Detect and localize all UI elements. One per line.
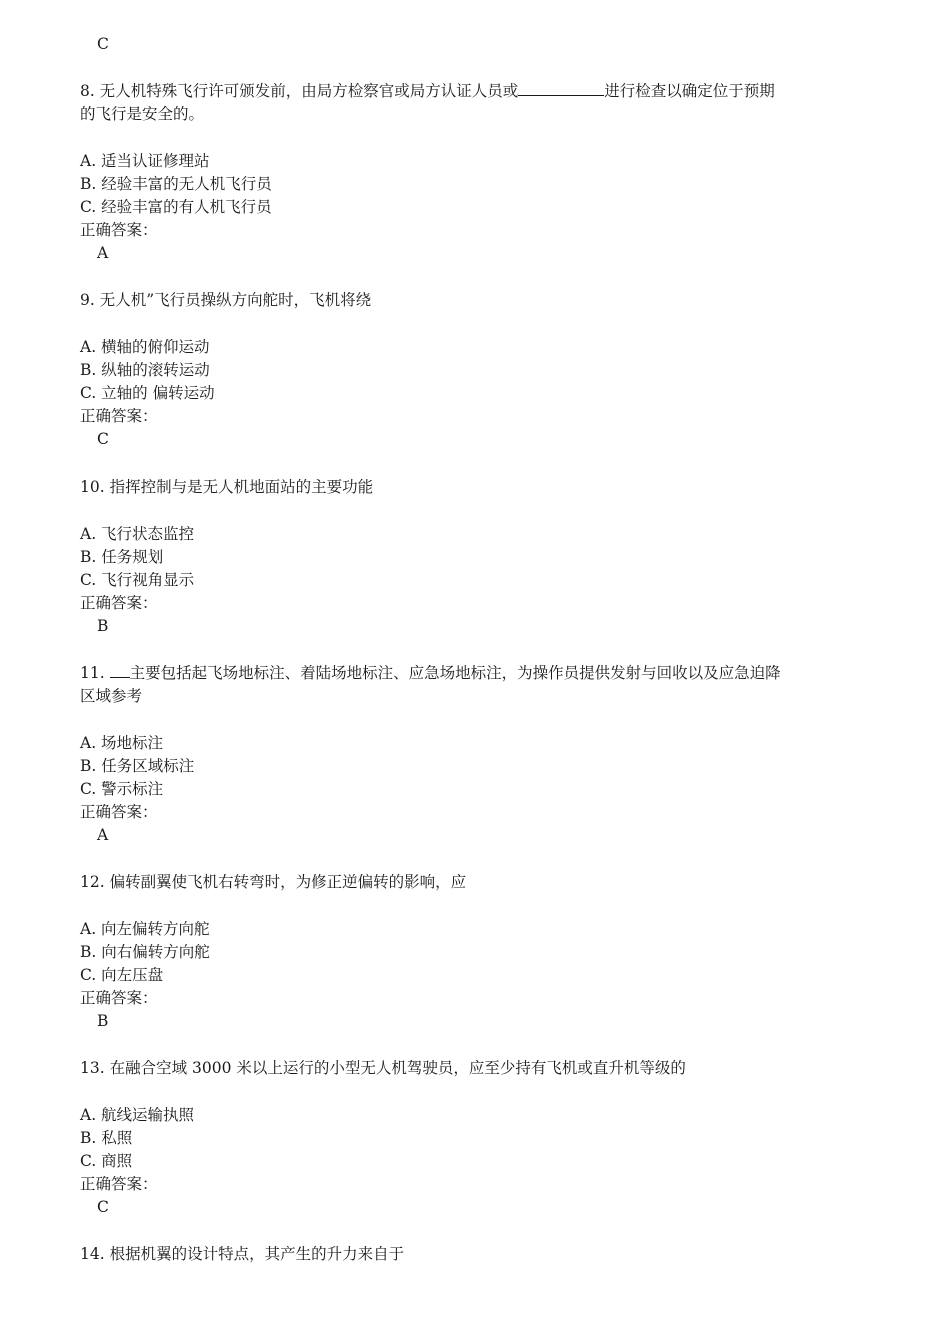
question-11-number: 11. — [80, 664, 110, 682]
question-8-answer-label: 正确答案： — [80, 221, 158, 239]
question-12-option-c: C. 向左压盘 — [80, 966, 164, 984]
question-9-answer: C — [97, 430, 109, 448]
question-8-option-a: A. 适当认证修理站 — [80, 152, 210, 170]
fill-in-blank — [518, 81, 604, 96]
question-13-stem: 13. 在融合空域 3000 米以上运行的小型无人机驾驶员，应至少持有飞机或直升机等级的 — [80, 1059, 686, 1077]
question-12-answer: B — [97, 1012, 109, 1030]
question-10-option-a: A. 飞行状态监控 — [80, 525, 195, 543]
question-8-option-c: C. 经验丰富的有人机飞行员 — [80, 198, 272, 216]
question-9-option-b: B. 纵轴的滚转运动 — [80, 361, 210, 379]
question-13-option-a: A. 航线运输执照 — [80, 1106, 195, 1124]
question-11-stem-part-1: 主要包括起飞场地标注、着陆场地标注、应急场地标注，为操作员提供发射与回收以及应急迫降 — [129, 664, 781, 682]
question-10-answer-label: 正确答案： — [80, 594, 158, 612]
question-11-answer-label: 正确答案： — [80, 803, 158, 821]
question-8-stem-line-2: 的飞行是安全的。 — [80, 105, 205, 123]
question-10-option-c: C. 飞行视角显示 — [80, 571, 195, 589]
question-9-stem: 9. 无人机”飞行员操纵方向舵时，飞机将绕 — [80, 291, 372, 309]
question-8-stem-part-1: 8. 无人机特殊飞行许可颁发前，由局方检察官或局方认证人员或 — [80, 82, 519, 100]
fill-in-blank — [110, 663, 130, 678]
question-11-answer: A — [97, 826, 109, 844]
question-11-stem-line-1 — [80, 663, 781, 683]
question-12-answer-label: 正确答案： — [80, 989, 158, 1007]
question-9-option-a: A. 横轴的俯仰运动 — [80, 338, 210, 356]
question-13-option-b: B. 私照 — [80, 1129, 133, 1147]
question-13-option-c: C. 商照 — [80, 1152, 133, 1170]
question-8-option-b: B. 经验丰富的无人机飞行员 — [80, 175, 272, 193]
previous-answer: C — [97, 35, 109, 53]
question-9-option-c: C. 立轴的 偏转运动 — [80, 384, 215, 402]
question-10-option-b: B. 任务规划 — [80, 548, 164, 566]
question-10-stem: 10. 指挥控制与是无人机地面站的主要功能 — [80, 478, 374, 496]
question-8-stem-line-1 — [80, 81, 775, 101]
question-12-stem: 12. 偏转副翼使飞机右转弯时，为修正逆偏转的影响，应 — [80, 873, 467, 891]
question-11-stem-line-2: 区域参考 — [80, 687, 143, 705]
question-13-answer: C — [97, 1198, 109, 1216]
question-14-stem: 14. 根据机翼的设计特点，其产生的升力来自于 — [80, 1245, 405, 1263]
question-11-option-c: C. 警示标注 — [80, 780, 164, 798]
question-10-answer: B — [97, 617, 109, 635]
question-8-answer: A — [97, 244, 109, 262]
question-12-option-a: A. 向左偏转方向舵 — [80, 920, 210, 938]
question-8-stem-part-2: 进行检查以确定位于预期 — [604, 82, 775, 100]
question-11-option-b: B. 任务区域标注 — [80, 757, 195, 775]
question-11-option-a: A. 场地标注 — [80, 734, 164, 752]
question-9-answer-label: 正确答案： — [80, 407, 158, 425]
question-13-answer-label: 正确答案： — [80, 1175, 158, 1193]
question-12-option-b: B. 向右偏转方向舵 — [80, 943, 210, 961]
